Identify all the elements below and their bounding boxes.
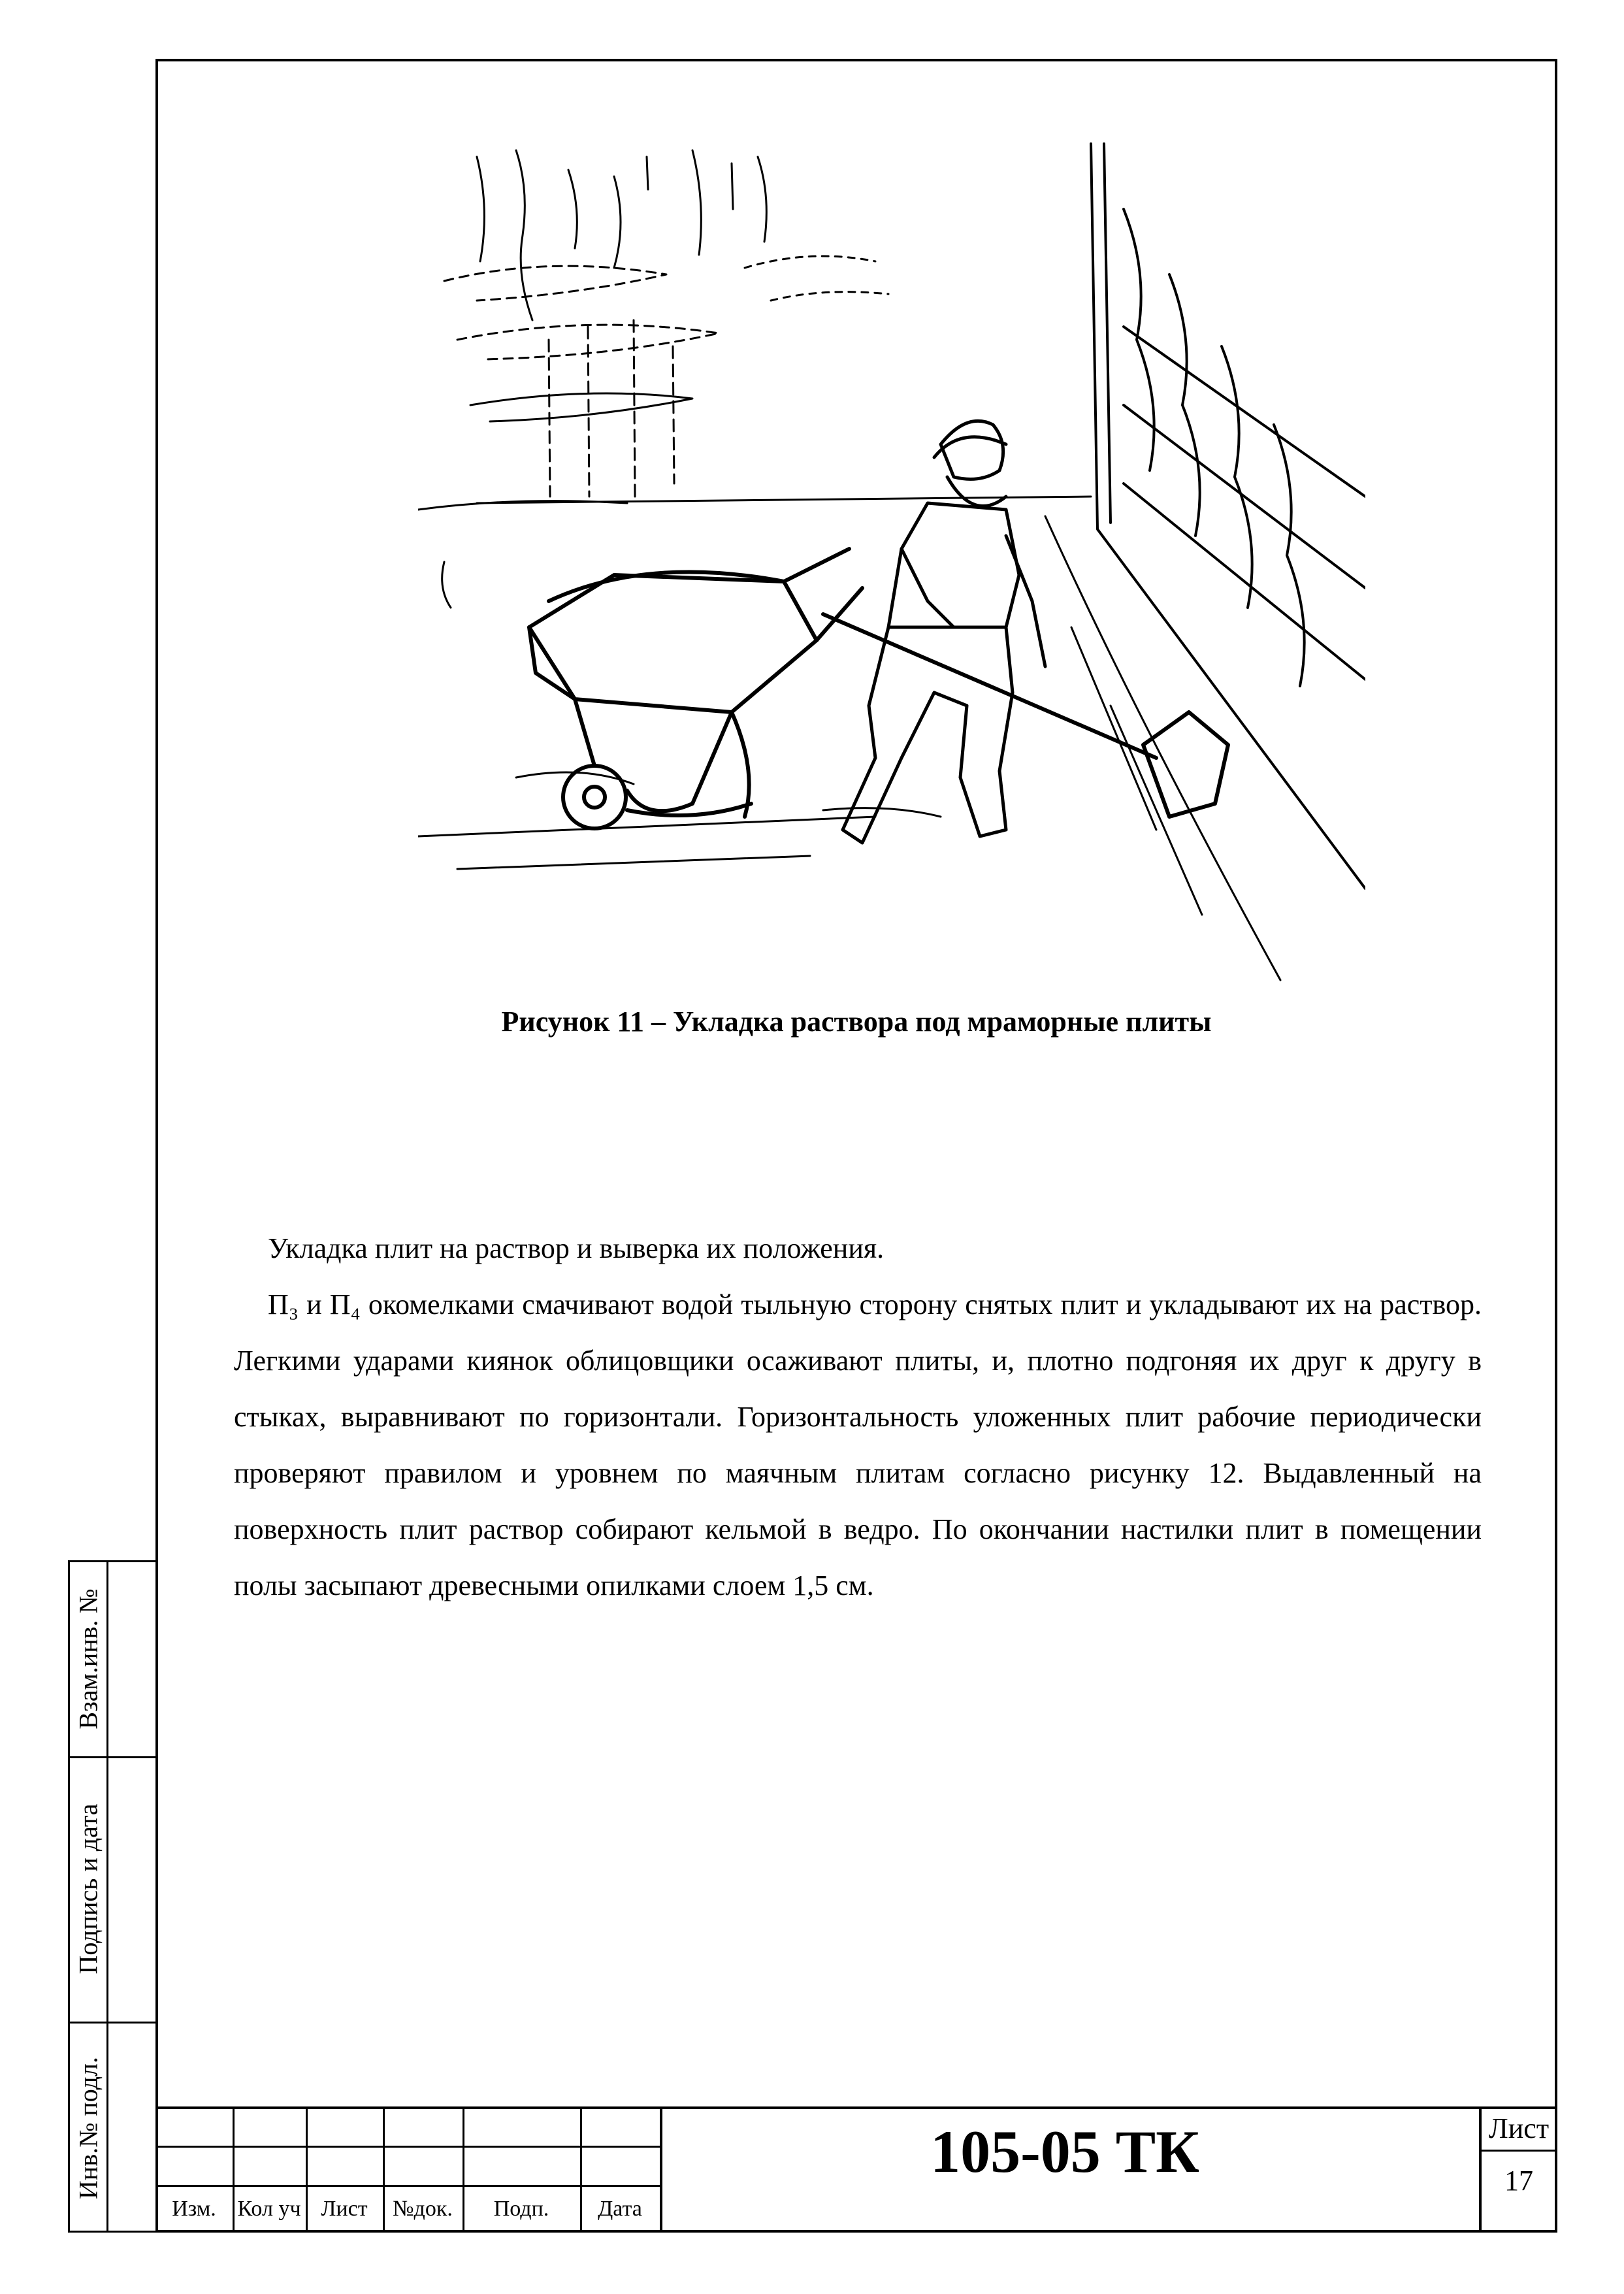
side-stamp-inv-orig: Инв.№ подл. bbox=[73, 2057, 103, 2199]
figure-illustration bbox=[418, 131, 1365, 993]
side-stamp-signature-date: Подпись и дата bbox=[73, 1803, 103, 1974]
side-stamp-divider bbox=[70, 1756, 157, 1758]
col-label-list: Лист bbox=[321, 2197, 368, 2221]
document-code: 105-05 ТК bbox=[930, 2118, 1199, 2185]
side-stamp-inv-ref: Взам.инв. № bbox=[73, 1588, 103, 1729]
col-label-data: Дата bbox=[598, 2197, 642, 2221]
right-wall bbox=[1091, 144, 1365, 889]
paragraph: Укладка плит на раствор и выверка их положения. bbox=[268, 1232, 885, 1264]
paragraph: П₃ и П₄ окомелками смачивают водой тыльную сторону снятых плит и укладывают их на раствор. Легкими ударами киянок облицовщики осаживают плиты, и, плотно подгоняя их друг к другу в стыках, выравнивают по горизонтали. Горизонтальность уложенных плит рабочие периодически проверяют правилом и уровнем по маячным плитам согласно рисунку 12. Выдавленный на поверхность плит раствор собирают кельмой в ведро. По окончании настилки плит в помещении полы засыпают древесными опилками слоем 1,5 см. bbox=[234, 1288, 1482, 1601]
worker bbox=[843, 421, 1045, 843]
body-text bbox=[234, 1221, 1482, 1614]
col-label-kol-uch: Кол уч bbox=[237, 2197, 301, 2221]
side-stamp-divider bbox=[70, 2022, 157, 2024]
col-label-ndok: №док. bbox=[393, 2197, 453, 2221]
sheet-label: Лист bbox=[1488, 2112, 1550, 2144]
wheelbarrow bbox=[529, 549, 862, 828]
figure-caption: Рисунок 11 – Укладка раствора под мраморные плиты bbox=[501, 1006, 1212, 1038]
side-stamp bbox=[68, 1560, 155, 2233]
sheet-number: 17 bbox=[1504, 2165, 1533, 2197]
col-label-izm: Изм. bbox=[172, 2197, 216, 2221]
col-label-podp: Подп. bbox=[493, 2197, 549, 2221]
wall-sketch bbox=[418, 150, 888, 608]
